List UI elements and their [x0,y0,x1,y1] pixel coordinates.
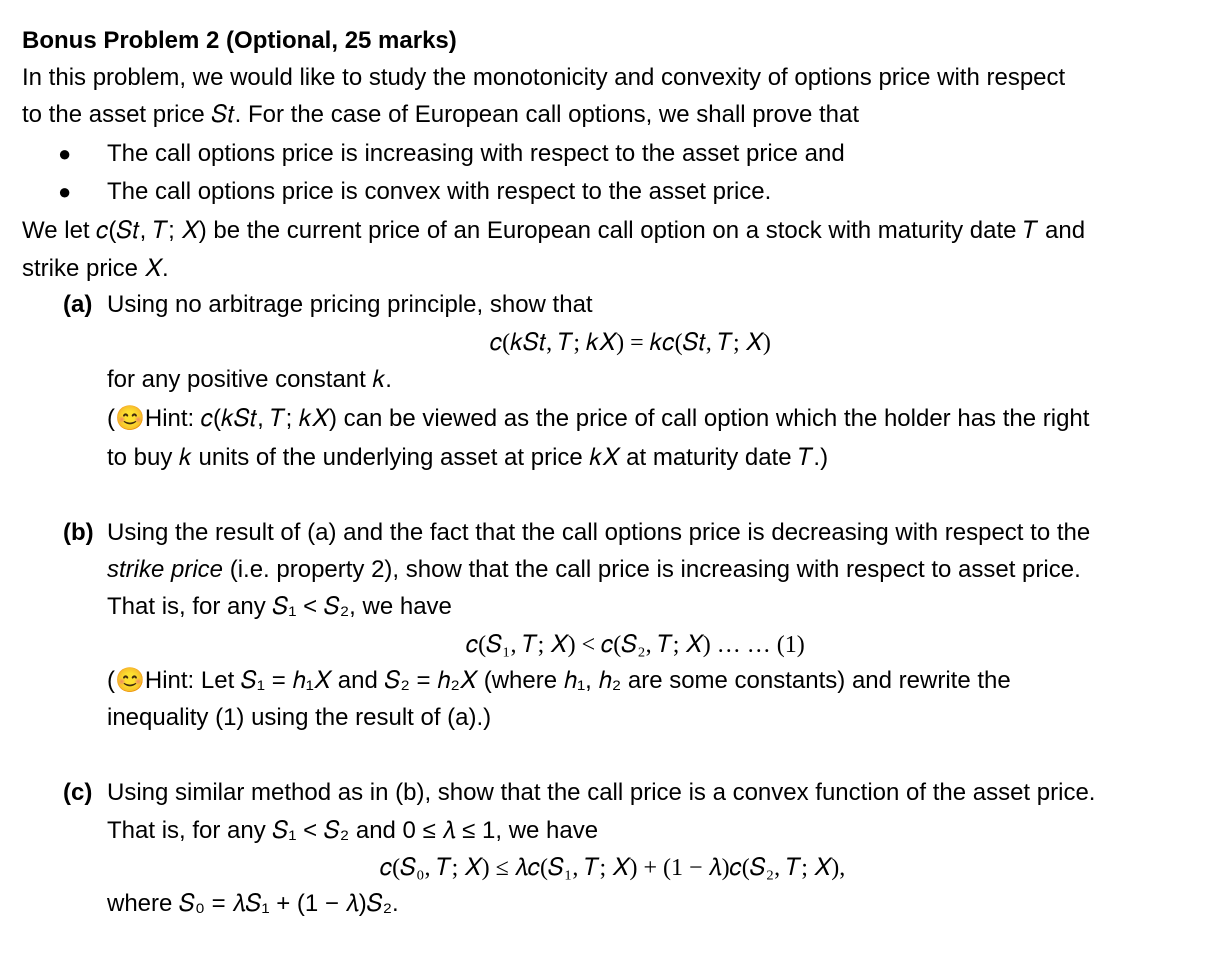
bullet-item-1: The call options price is increasing with respect to the asset price and [107,140,845,167]
bullet-2-marker: ● [58,179,72,204]
part-a-label: (a) [63,291,93,318]
part-a-line-2: for any positive constant 𝑘. [107,366,392,393]
intro-line-1: In this problem, we would like to study the monotonicity and convexity of options price with respect [22,64,1066,91]
part-b-line-2 [107,555,1081,585]
part-c-line-2: That is, for any 𝑆₁ < 𝑆₂ and 0 ≤ 𝜆 ≤ 1, we have [107,817,599,844]
strike-price-emphasis: strike price [107,556,224,583]
part-a-statement: Using no arbitrage pricing principle, show that [107,291,593,318]
part-b-label: (b) [63,519,94,546]
part-c-line-1 [63,778,1095,808]
part-b-line-3: That is, for any 𝑆₁ < 𝑆₂, we have [107,593,452,620]
bullet-item-2: The call options price is convex with respect to the asset price. [107,178,772,205]
part-b-line-2-rest: (i.e. property 2), show that the call price is increasing with respect to asset price. [223,556,1081,583]
part-c-statement: Using similar method as in (b), show that the call price is a convex function of the asset price. [107,779,1096,806]
part-b-hint-line-1: (😊Hint: Let 𝑆₁ = ℎ₁𝑋 and 𝑆₂ = ℎ₂𝑋 (where ℎ₁, ℎ₂ are some constants) and rewrite the [107,667,1011,694]
definition-line-1: We let 𝑐(𝑆𝑡, 𝑇; 𝑋) be the current price of an European call option on a stock with maturity date 𝑇 and [22,217,1086,244]
intro-line-2: to the asset price 𝑆𝑡. For the case of European call options, we shall prove that [22,101,860,128]
part-b-statement: Using the result of (a) and the fact that the call options price is decreasing with respect to the [107,519,1091,546]
part-b-hint-line-2: inequality (1) using the result of (a).) [107,704,492,731]
part-a-hint-line-1: (😊Hint: 𝑐(𝑘𝑆𝑡, 𝑇; 𝑘𝑋) can be viewed as the price of call option which the holder has the right [107,405,1090,432]
problem-title: Bonus Problem 2 (Optional, 25 marks) [22,27,457,54]
part-c-line-3: where 𝑆₀ = 𝜆𝑆₁ + (1 − 𝜆)𝑆₂. [107,890,399,917]
part-a-line-1 [63,290,593,320]
part-b-equation: 𝑐(𝑆₁, 𝑇; 𝑋) < 𝑐(𝑆₂, 𝑇; 𝑋) … … (1) [466,632,805,658]
part-c-label: (c) [63,779,93,806]
part-b-line-1 [63,518,1090,548]
bullet-1-marker: ● [58,141,72,166]
part-a-equation: 𝑐(𝑘𝑆𝑡, 𝑇; 𝑘𝑋) = 𝑘𝑐(𝑆𝑡, 𝑇; 𝑋) [490,330,771,356]
definition-line-2: strike price 𝑋. [22,255,169,282]
part-a-hint-line-2: to buy 𝑘 units of the underlying asset at price 𝑘𝑋 at maturity date 𝑇.) [107,444,829,471]
part-c-equation: 𝑐(𝑆₀, 𝑇; 𝑋) ≤ 𝜆𝑐(𝑆₁, 𝑇; 𝑋) + (1 − 𝜆)𝑐(𝑆₂, 𝑇; 𝑋), [380,855,846,881]
